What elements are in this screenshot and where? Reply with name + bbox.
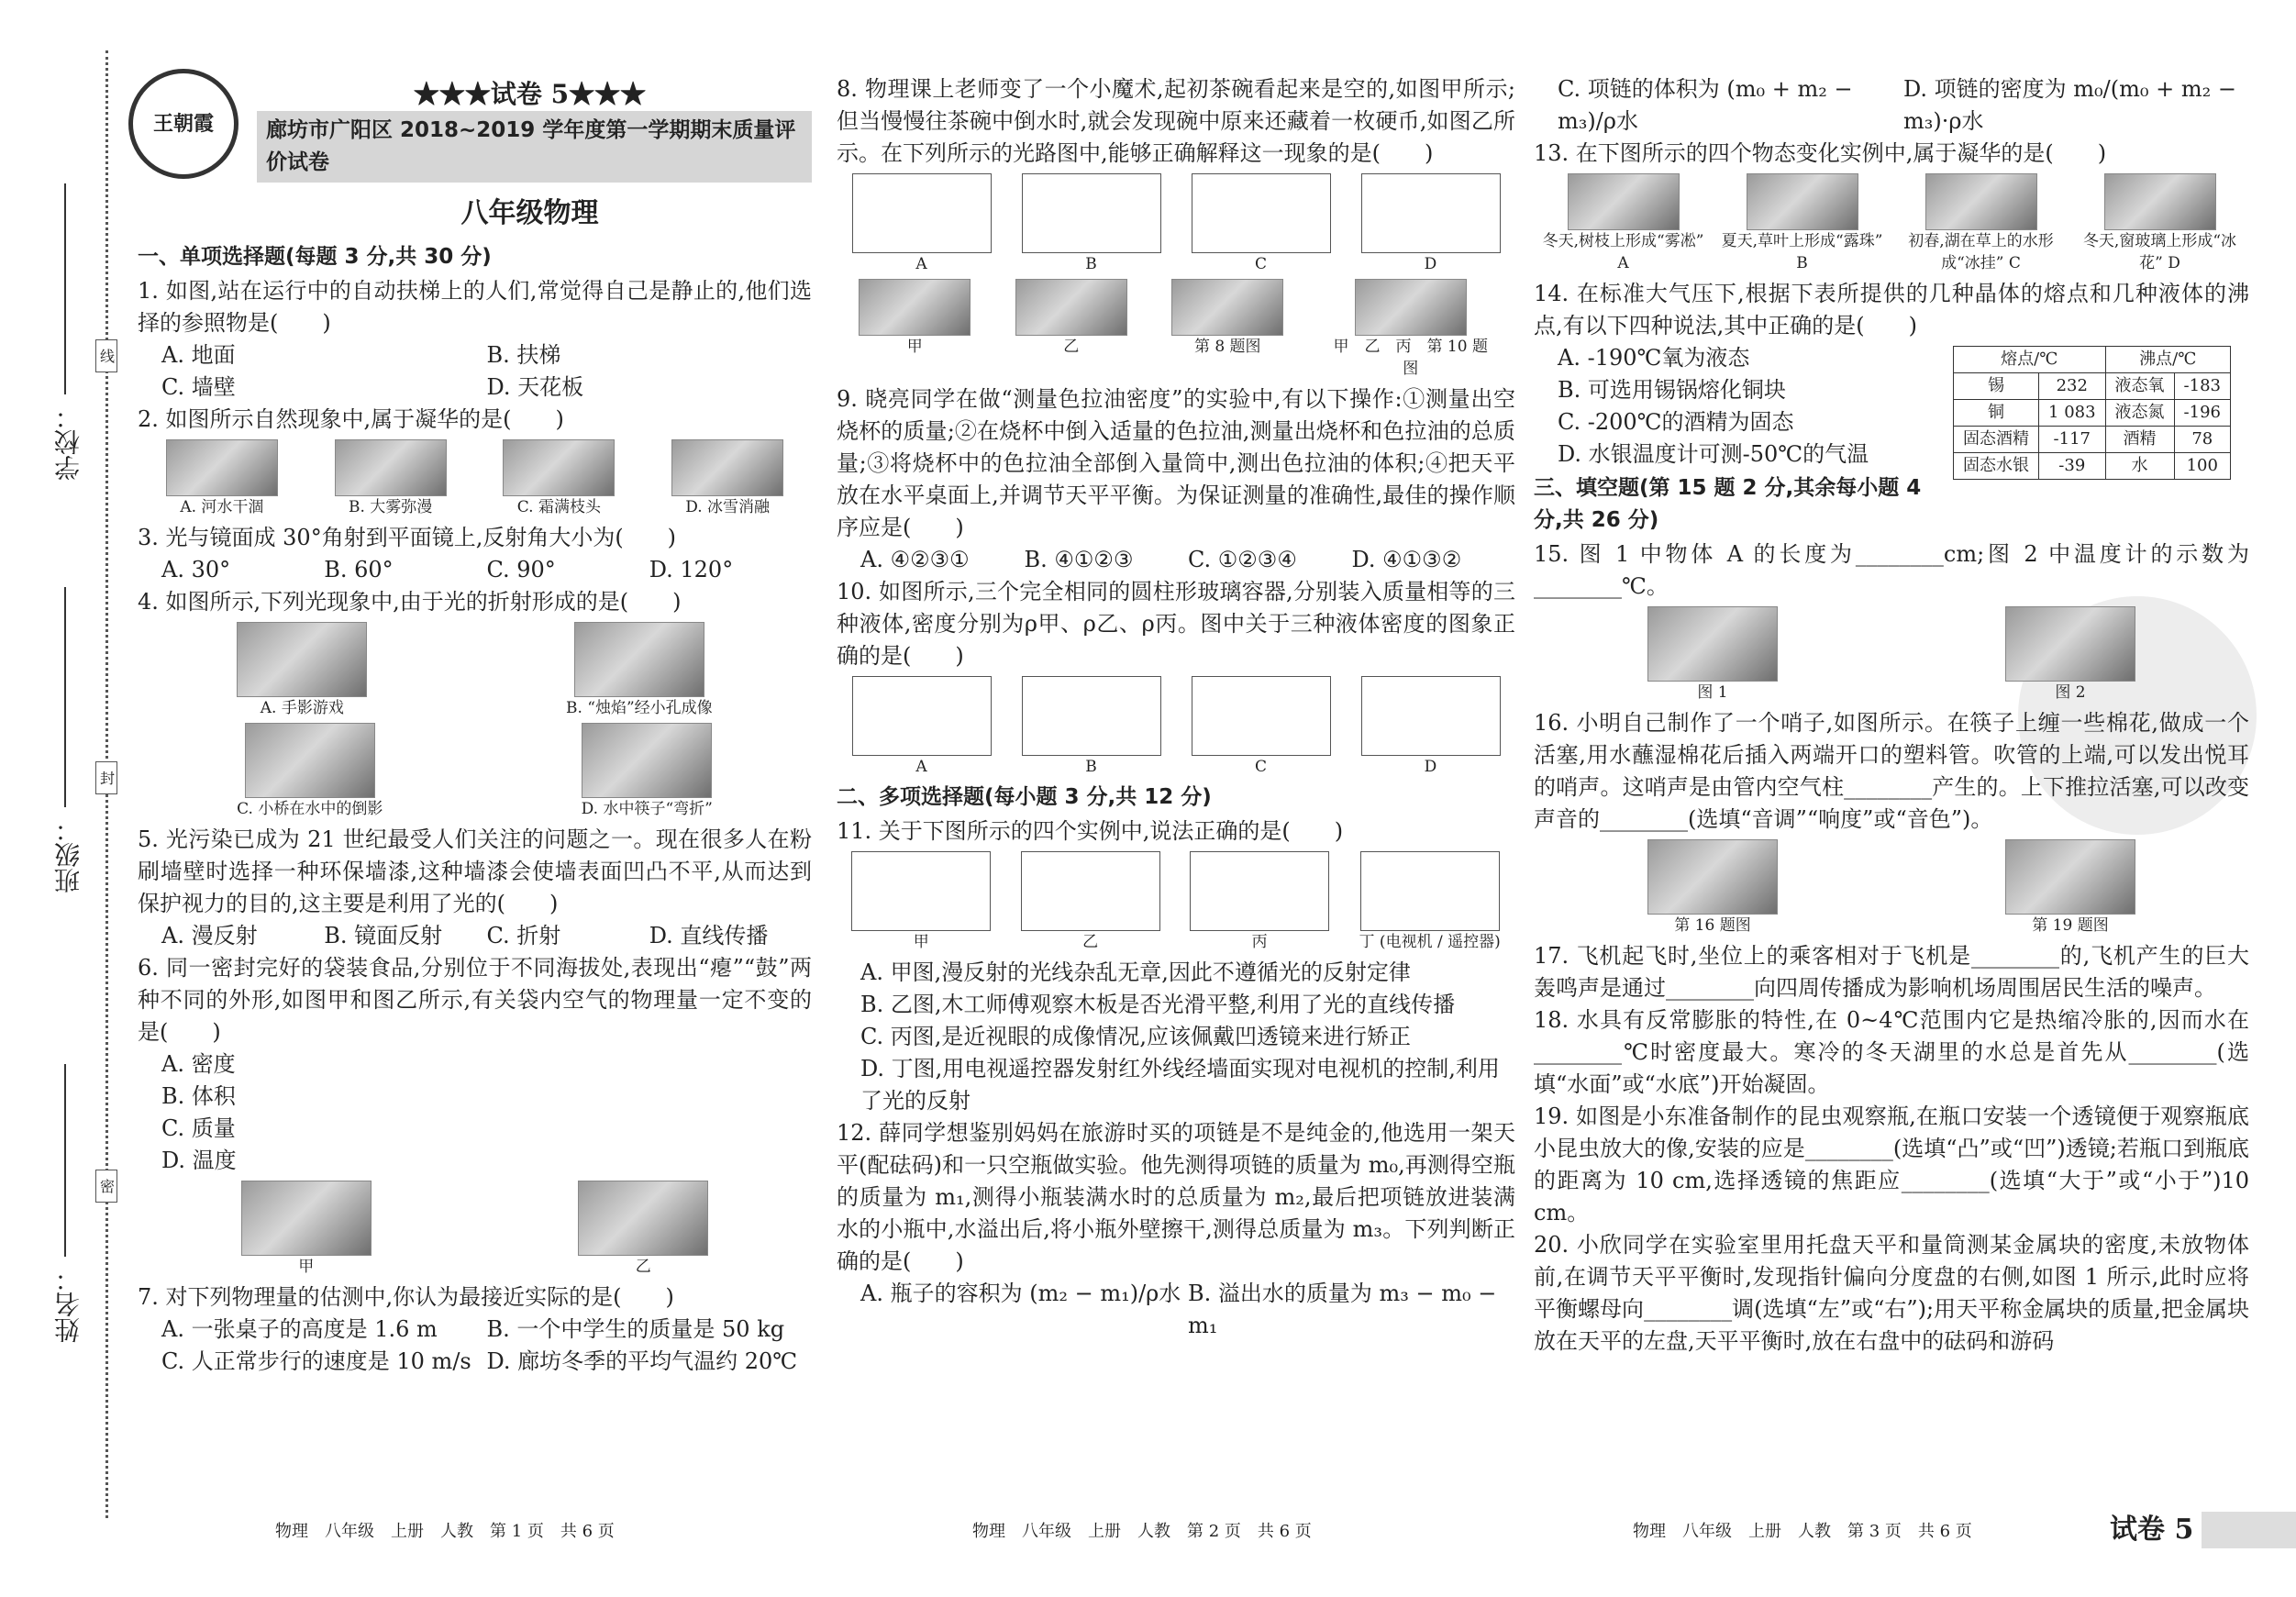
figure-image bbox=[241, 1181, 372, 1256]
figure-caption: D bbox=[1424, 255, 1437, 273]
table-cell: 232 bbox=[2039, 373, 2106, 400]
figure-image bbox=[574, 622, 704, 697]
answer-option: A. 瓶子的容积为 (m₂ − m₁)/ρ水 bbox=[860, 1281, 1181, 1306]
figure-image bbox=[245, 723, 375, 798]
table-row bbox=[1954, 373, 2231, 400]
figure-image bbox=[1022, 676, 1161, 756]
answer-option: A. 地面 bbox=[161, 342, 236, 368]
figure-row bbox=[1534, 606, 2249, 704]
table-cell: 锡 bbox=[1954, 373, 2039, 400]
corner-tag: 试卷 5 bbox=[2110, 1514, 2194, 1546]
figure-image bbox=[1015, 279, 1127, 336]
figure-row bbox=[837, 676, 1515, 778]
figure-row bbox=[837, 851, 1515, 953]
answer-option: D. 直线传播 bbox=[649, 923, 769, 948]
figure-caption: C. 霜满枝头 bbox=[516, 498, 601, 516]
answer-option: D. 丁图,用电视遥控器发射红外线经墙面实现对电视机的控制,利用了光的反射 bbox=[860, 1056, 1500, 1114]
answer-options bbox=[138, 920, 812, 952]
figure-image bbox=[1925, 173, 2037, 230]
corner-tag-bg bbox=[2202, 1512, 2296, 1548]
answer-options bbox=[837, 957, 1515, 1117]
column-2-content bbox=[837, 73, 1515, 1342]
answer-option: C. -200℃的酒精为固态 bbox=[1558, 409, 1794, 435]
figure-caption: 图 1 bbox=[1697, 683, 1728, 702]
figure-image bbox=[1360, 851, 1500, 931]
question-text: 17. 飞机起飞时,坐位上的乘客相对于飞机是________的,飞机产生的巨大轰鸣声是通过________向四周传播成为影响机场周围居民生活的噪声。 bbox=[1534, 943, 2249, 1001]
table-cell: 水 bbox=[2105, 453, 2174, 480]
figure-image bbox=[503, 439, 615, 496]
logo-text: 王朝霞 bbox=[152, 111, 214, 136]
figure bbox=[671, 439, 783, 518]
answer-options bbox=[138, 1314, 812, 1378]
figure-image bbox=[1022, 173, 1161, 253]
question-text: 6. 同一密封完好的袋装食品,分别位于不同海拔处,表现出“瘪”“鼓”两种不同的外形,如图甲和图乙所示,有关袋内空气的物理量一定不变的是( ) bbox=[138, 955, 812, 1045]
answer-option: B. 溢出水的质量为 m₃ − m₀ − m₁ bbox=[1188, 1281, 1497, 1338]
figure-row bbox=[138, 723, 812, 820]
figure-image bbox=[1361, 173, 1501, 253]
answer-options bbox=[138, 1048, 812, 1177]
column-3-content bbox=[1534, 73, 2249, 1358]
figure-caption: 甲 乙 丙 第 10 题图 bbox=[1333, 338, 1488, 378]
question-text: 2. 如图所示自然现象中,属于凝华的是( ) bbox=[138, 406, 564, 432]
figure bbox=[241, 1181, 372, 1278]
figure-caption: 甲 bbox=[298, 1258, 315, 1276]
figure-caption: C. 小桥在水中的倒影 bbox=[237, 800, 383, 818]
figure-caption: 乙 bbox=[635, 1258, 651, 1276]
figure-caption: D bbox=[1424, 758, 1437, 776]
figure bbox=[578, 1181, 708, 1278]
figure-caption: D. 冰雪消融 bbox=[685, 498, 771, 516]
question-text: 3. 光与镜面成 30°角射到平面镜上,反射角大小为( ) bbox=[138, 525, 677, 550]
figure-caption: 甲 bbox=[906, 338, 923, 356]
table-cell: 固态水银 bbox=[1954, 453, 2039, 480]
table-cell: -196 bbox=[2174, 400, 2230, 427]
answer-options bbox=[1534, 73, 2249, 138]
figure-caption: 第 19 题图 bbox=[2032, 916, 2109, 935]
table-row bbox=[1954, 453, 2231, 480]
figure bbox=[1021, 851, 1160, 953]
figure bbox=[1647, 839, 1778, 937]
question-text: 20. 小欣同学在实验室里用托盘天平和量筒测某金属块的密度,未放物体前,在调节天平平衡时,发现指针偏向分度盘的右侧,如图 1 所示,此时应将平衡螺母向________调(选填“左”或“右”);用天平称金属块的质量,把金属块放在天平的左盘,天平平衡时,放在右盘中的砝码和游码 bbox=[1534, 1232, 2249, 1354]
table-cell: 液态氮 bbox=[2105, 400, 2174, 427]
figure bbox=[582, 723, 713, 820]
section-heading: 三、填空题(第 15 题 2 分,其余每小题 4 分,共 26 分) bbox=[1534, 476, 1922, 532]
figure-image bbox=[2104, 173, 2216, 230]
figure-caption: C bbox=[1254, 255, 1267, 273]
figure bbox=[1359, 851, 1501, 953]
answer-options bbox=[138, 554, 812, 586]
table-row bbox=[1954, 427, 2231, 453]
figure-image bbox=[1568, 173, 1680, 230]
answer-option: A. -190℃氧为液态 bbox=[1558, 345, 1750, 371]
figure bbox=[852, 676, 992, 778]
question-text: 7. 对下列物理量的估测中,你认为最接近实际的是( ) bbox=[138, 1284, 674, 1310]
answer-option: C. 人正常步行的速度是 10 m/s bbox=[161, 1348, 471, 1374]
question-text: 14. 在标准大气压下,根据下表所提供的几种晶体的熔点和几种液体的沸点,有以下四种说法,其中正确的是( ) bbox=[1534, 281, 2249, 338]
figure-image bbox=[852, 676, 992, 756]
figure-caption: 图 2 bbox=[2055, 683, 2086, 702]
answer-option: C. 项链的体积为 (m₀ + m₂ − m₃)/ρ水 bbox=[1558, 76, 1853, 134]
figure-image bbox=[335, 439, 447, 496]
class-label: 班级： bbox=[53, 816, 83, 893]
publisher-logo bbox=[128, 69, 238, 179]
figure bbox=[2078, 173, 2243, 274]
table-cell: 1 083 bbox=[2039, 400, 2106, 427]
figure bbox=[237, 723, 383, 820]
figure bbox=[1361, 173, 1501, 275]
figure-image bbox=[582, 723, 712, 798]
figure bbox=[2005, 606, 2135, 704]
figure-image bbox=[1192, 173, 1331, 253]
question-text: 12. 薛同学想鉴别妈妈在旅游时买的项链是不是纯金的,他选用一架天平(配砝码)和一只空瓶做实验。他先测得项链的质量为 m₀,再测得空瓶的质量为 m₁,测得小瓶装满水时的总质量为 m₂,最后把项链放进装满水的小瓶中,水溢出后,将小瓶外壁擦干,测得总质量为 m₃。下列判断正确的是( ) bbox=[837, 1120, 1515, 1274]
figure-caption: B. 大雾弥漫 bbox=[348, 498, 433, 516]
figure-image bbox=[237, 622, 367, 697]
table-cell: 100 bbox=[2174, 453, 2230, 480]
answer-option: D. 廊坊冬季的平均气温约 20℃ bbox=[486, 1348, 798, 1374]
answer-option: D. 天花板 bbox=[486, 374, 584, 400]
answer-option: D. 水银温度计可测-50℃的气温 bbox=[1558, 441, 1869, 467]
figure-row bbox=[1534, 839, 2249, 937]
footer-page-2: 物理 八年级 上册 人教 第 2 页 共 6 页 bbox=[972, 1522, 1312, 1541]
figure bbox=[1328, 279, 1493, 380]
page-column-1 bbox=[138, 78, 812, 1378]
question-text: 15. 图 1 中物体 A 的长度为________cm;图 2 中温度计的示数为________℃。 bbox=[1534, 541, 2249, 599]
figure-caption: D. 水中筷子“弯折” bbox=[581, 800, 713, 818]
figure-row bbox=[837, 279, 1515, 380]
figure bbox=[166, 439, 278, 518]
figure-image bbox=[1361, 676, 1501, 756]
figure bbox=[503, 439, 615, 518]
figure-image bbox=[851, 851, 991, 931]
answer-option: C. 质量 bbox=[161, 1115, 236, 1141]
figure-image bbox=[1190, 851, 1329, 931]
figure-row bbox=[138, 622, 812, 719]
footer-page-1: 物理 八年级 上册 人教 第 1 页 共 6 页 bbox=[275, 1522, 615, 1541]
figure-caption: 冬天,树枝上形成“雾凇” A bbox=[1542, 232, 1704, 272]
figure bbox=[852, 173, 992, 275]
figure-image bbox=[1647, 839, 1778, 915]
figure-image bbox=[2005, 839, 2135, 915]
figure-image bbox=[2005, 606, 2135, 682]
figure-row bbox=[837, 173, 1515, 275]
answer-option: B. 扶梯 bbox=[486, 342, 561, 368]
answer-option: B. 乙图,木工师傅观察木板是否光滑平整,利用了光的直线传播 bbox=[860, 992, 1456, 1017]
answer-options bbox=[837, 1278, 1515, 1342]
exam-number: ★★★试卷 5★★★ bbox=[413, 79, 647, 109]
name-field[interactable] bbox=[64, 1064, 66, 1257]
question-text: 13. 在下图所示的四个物态变化实例中,属于凝华的是( ) bbox=[1534, 140, 2107, 166]
figure-caption: A bbox=[915, 255, 927, 273]
table-cell: -117 bbox=[2039, 427, 2106, 453]
figure-caption: 冬天,窗玻璃上形成“冰花” D bbox=[2082, 232, 2237, 272]
figure bbox=[335, 439, 447, 518]
answer-options bbox=[837, 544, 1515, 576]
figure-image bbox=[852, 173, 992, 253]
figure bbox=[851, 851, 991, 953]
figure bbox=[1361, 676, 1501, 778]
section-heading: 二、多项选择题(每小题 3 分,共 12 分) bbox=[837, 785, 1212, 809]
answer-option: A. 一张桌子的高度是 1.6 m bbox=[161, 1316, 438, 1342]
figure-row bbox=[138, 439, 812, 518]
exam-header bbox=[138, 78, 812, 232]
table-cell: 78 bbox=[2174, 427, 2230, 453]
answer-option: D. ④①③② bbox=[1351, 547, 1462, 572]
figure-caption: 第 8 题图 bbox=[1193, 338, 1261, 356]
answer-option: A. 甲图,漫反射的光线杂乱无章,因此不遵循光的反射定律 bbox=[860, 959, 1411, 985]
table-cell: 液态氧 bbox=[2105, 373, 2174, 400]
figure bbox=[1192, 173, 1331, 275]
subject-title: 八年级物理 bbox=[460, 197, 599, 229]
table-row bbox=[1954, 400, 2231, 427]
answer-option: B. ④①②③ bbox=[1024, 547, 1134, 572]
table-cell: 酒精 bbox=[2105, 427, 2174, 453]
answer-option: A. ④②③① bbox=[860, 547, 970, 572]
figure bbox=[237, 622, 367, 719]
figure-caption: B. “烛焰”经小孔成像 bbox=[565, 699, 713, 717]
figure bbox=[566, 622, 713, 719]
answer-option: C. 折射 bbox=[486, 923, 561, 948]
table-cell: 铜 bbox=[1954, 400, 2039, 427]
question-text: 1. 如图,站在运行中的自动扶梯上的人们,常觉得自己是静止的,他们选择的参照物是( ) bbox=[138, 278, 812, 336]
question-text: 4. 如图所示,下列光现象中,由于光的折射形成的是( ) bbox=[138, 589, 682, 615]
figure-caption: C bbox=[1254, 758, 1267, 776]
figure bbox=[1190, 851, 1329, 953]
figure bbox=[859, 279, 971, 380]
figure bbox=[1192, 676, 1331, 778]
question-text: 5. 光污染已成为 21 世纪最受人们关注的问题之一。现在很多人在粉刷墙壁时选择一种环保墙漆,这种墙漆会使墙表面凹凸不平,从而达到保护视力的目的,这主要是利用了光的( ) bbox=[138, 826, 812, 916]
figure-caption: 丁 (电视机 / 遥控器) bbox=[1359, 933, 1501, 951]
figure-caption: A bbox=[915, 758, 927, 776]
answer-option: A. 漫反射 bbox=[161, 923, 258, 948]
figure bbox=[1541, 173, 1706, 274]
table-header: 沸点/℃ bbox=[2105, 347, 2230, 373]
figure-image bbox=[1192, 676, 1331, 756]
class-field[interactable] bbox=[64, 587, 66, 807]
figure-caption: 夏天,草叶上形成“露珠” B bbox=[1721, 232, 1883, 272]
answer-options bbox=[1534, 342, 1953, 471]
figure-caption: 乙 bbox=[1082, 933, 1099, 951]
answer-option: A. 密度 bbox=[161, 1051, 236, 1077]
figure-caption: 初春,湖在草上的水形成“冰挂” C bbox=[1908, 232, 2054, 272]
figure-caption: A. 手影游戏 bbox=[260, 699, 344, 717]
question-text: 11. 关于下图所示的四个实例中,说法正确的是( ) bbox=[837, 818, 1344, 844]
figure-image bbox=[578, 1181, 708, 1256]
figure-caption: A. 河水干涸 bbox=[180, 498, 264, 516]
figure-image bbox=[1747, 173, 1858, 230]
figure-caption: 第 16 题图 bbox=[1674, 916, 1751, 935]
answer-option: B. 可选用锡锅熔化铜块 bbox=[1558, 377, 1786, 403]
data-table bbox=[1953, 346, 2231, 480]
figure-row bbox=[138, 1181, 812, 1278]
answer-option: D. 120° bbox=[649, 557, 734, 582]
page-column-2 bbox=[837, 73, 1515, 1342]
figure bbox=[1015, 279, 1127, 380]
answer-option: C. 丙图,是近视眼的成像情况,应该佩戴凹透镜来进行矫正 bbox=[860, 1024, 1412, 1049]
question-text: 19. 如图是小东准备制作的昆虫观察瓶,在瓶口安装一个透镜便于观察瓶底小昆虫放大的像,安装的应是________(选填“凸”或“凹”)透镜;若瓶口到瓶底的距离为 10 cm,选择透镜的焦距应________(选填“大于”或“小于”)10 cm。 bbox=[1534, 1103, 2249, 1225]
table-cell: 固态酒精 bbox=[1954, 427, 2039, 453]
answer-option: D. 项链的密度为 m₀/(m₀ + m₂ − m₃)·ρ水 bbox=[1903, 76, 2236, 134]
page-column-3 bbox=[1534, 73, 2249, 1358]
figure-image bbox=[1171, 279, 1283, 336]
table-cell: -183 bbox=[2174, 373, 2230, 400]
seal-mark-feng: 封 bbox=[95, 761, 117, 794]
figure-image bbox=[671, 439, 783, 496]
figure bbox=[1022, 173, 1161, 275]
figure bbox=[1022, 676, 1161, 778]
question-text: 8. 物理课上老师变了一个小魔术,起初茶碗看起来是空的,如图甲所示;但当慢慢往茶碗中倒水时,就会发现碗中原来还藏着一枚硬币,如图乙所示。在下列所示的光路图中,能够正确解释这一现象的是( ) bbox=[837, 76, 1515, 166]
figure-image bbox=[1355, 279, 1467, 336]
answer-option: B. 镜面反射 bbox=[324, 923, 443, 948]
seal-mark-xian: 线 bbox=[95, 339, 117, 372]
exam-title: 廊坊市广阳区 2018~2019 学年度第一学期期末质量评价试卷 bbox=[257, 111, 812, 183]
section-heading: 一、单项选择题(每题 3 分,共 30 分) bbox=[138, 245, 492, 269]
table-header: 熔点/℃ bbox=[1954, 347, 2106, 373]
answer-option: D. 温度 bbox=[161, 1148, 237, 1173]
figure bbox=[1647, 606, 1778, 704]
answer-option: C. ①②③④ bbox=[1188, 547, 1297, 572]
question-text: 16. 小明自己制作了一个哨子,如图所示。在筷子上缠一些棉花,做成一个活塞,用水蘸湿棉花后插入两端开口的塑料管。吹管的上端,可以发出悦耳的哨声。这哨声是由管内空气柱________产生的。上下推拉活塞,可以改变声音的________(选填“音调”“响度”或“音色”)。 bbox=[1534, 710, 2249, 832]
question-text: 18. 水具有反常膨胀的特性,在 0~4℃范围内它是热缩冷胀的,因而水在________℃时密度最大。寒冷的冬天湖里的水总是首先从________(选填“水面”或“水底”)开始凝固。 bbox=[1534, 1007, 2249, 1097]
figure-caption: 甲 bbox=[913, 933, 929, 951]
answer-option: B. 体积 bbox=[161, 1083, 236, 1109]
answer-option: B. 一个中学生的质量是 50 kg bbox=[486, 1316, 785, 1342]
school-label: 学校： bbox=[53, 404, 83, 481]
figure-caption: 乙 bbox=[1063, 338, 1080, 356]
answer-option: C. 墙壁 bbox=[161, 374, 236, 400]
question-text: 10. 如图所示,三个完全相同的圆柱形玻璃容器,分别装入质量相等的三种液体,密度分别为ρ甲、ρ乙、ρ丙。图中关于三种液体密度的图象正确的是( ) bbox=[837, 579, 1515, 669]
school-field[interactable] bbox=[64, 183, 66, 394]
figure bbox=[1899, 173, 2064, 274]
figure-row bbox=[1534, 173, 2249, 274]
figure bbox=[2005, 839, 2135, 937]
footer-page-3: 物理 八年级 上册 人教 第 3 页 共 6 页 bbox=[1633, 1522, 1972, 1541]
figure bbox=[1171, 279, 1283, 380]
table-cell: -39 bbox=[2039, 453, 2106, 480]
question-text: 9. 晓亮同学在做“测量色拉油密度”的实验中,有以下操作:①测量出空烧杯的质量;②在烧杯中倒入适量的色拉油,测量出烧杯和色拉油的总质量;③将烧杯中的色拉油全部倒入量筒中,测出色拉油的体积;④把天平放在水平桌面上,并调节天平平衡。为保证测量的准确性,最佳的操作顺序应是( ) bbox=[837, 386, 1515, 540]
figure-caption: 丙 bbox=[1251, 933, 1268, 951]
figure-caption: B bbox=[1085, 758, 1097, 776]
answer-option: C. 90° bbox=[486, 557, 556, 582]
name-label: 姓名： bbox=[53, 1266, 83, 1343]
figure-image bbox=[1021, 851, 1160, 931]
figure-image bbox=[859, 279, 971, 336]
figure-caption: B bbox=[1085, 255, 1097, 273]
answer-option: A. 30° bbox=[161, 557, 231, 582]
figure bbox=[1720, 173, 1885, 274]
answer-option: B. 60° bbox=[324, 557, 394, 582]
seal-mark-mi: 密 bbox=[95, 1170, 117, 1203]
figure-image bbox=[166, 439, 278, 496]
figure-image bbox=[1647, 606, 1778, 682]
column-1-content bbox=[138, 241, 812, 1378]
answer-options bbox=[138, 339, 812, 404]
